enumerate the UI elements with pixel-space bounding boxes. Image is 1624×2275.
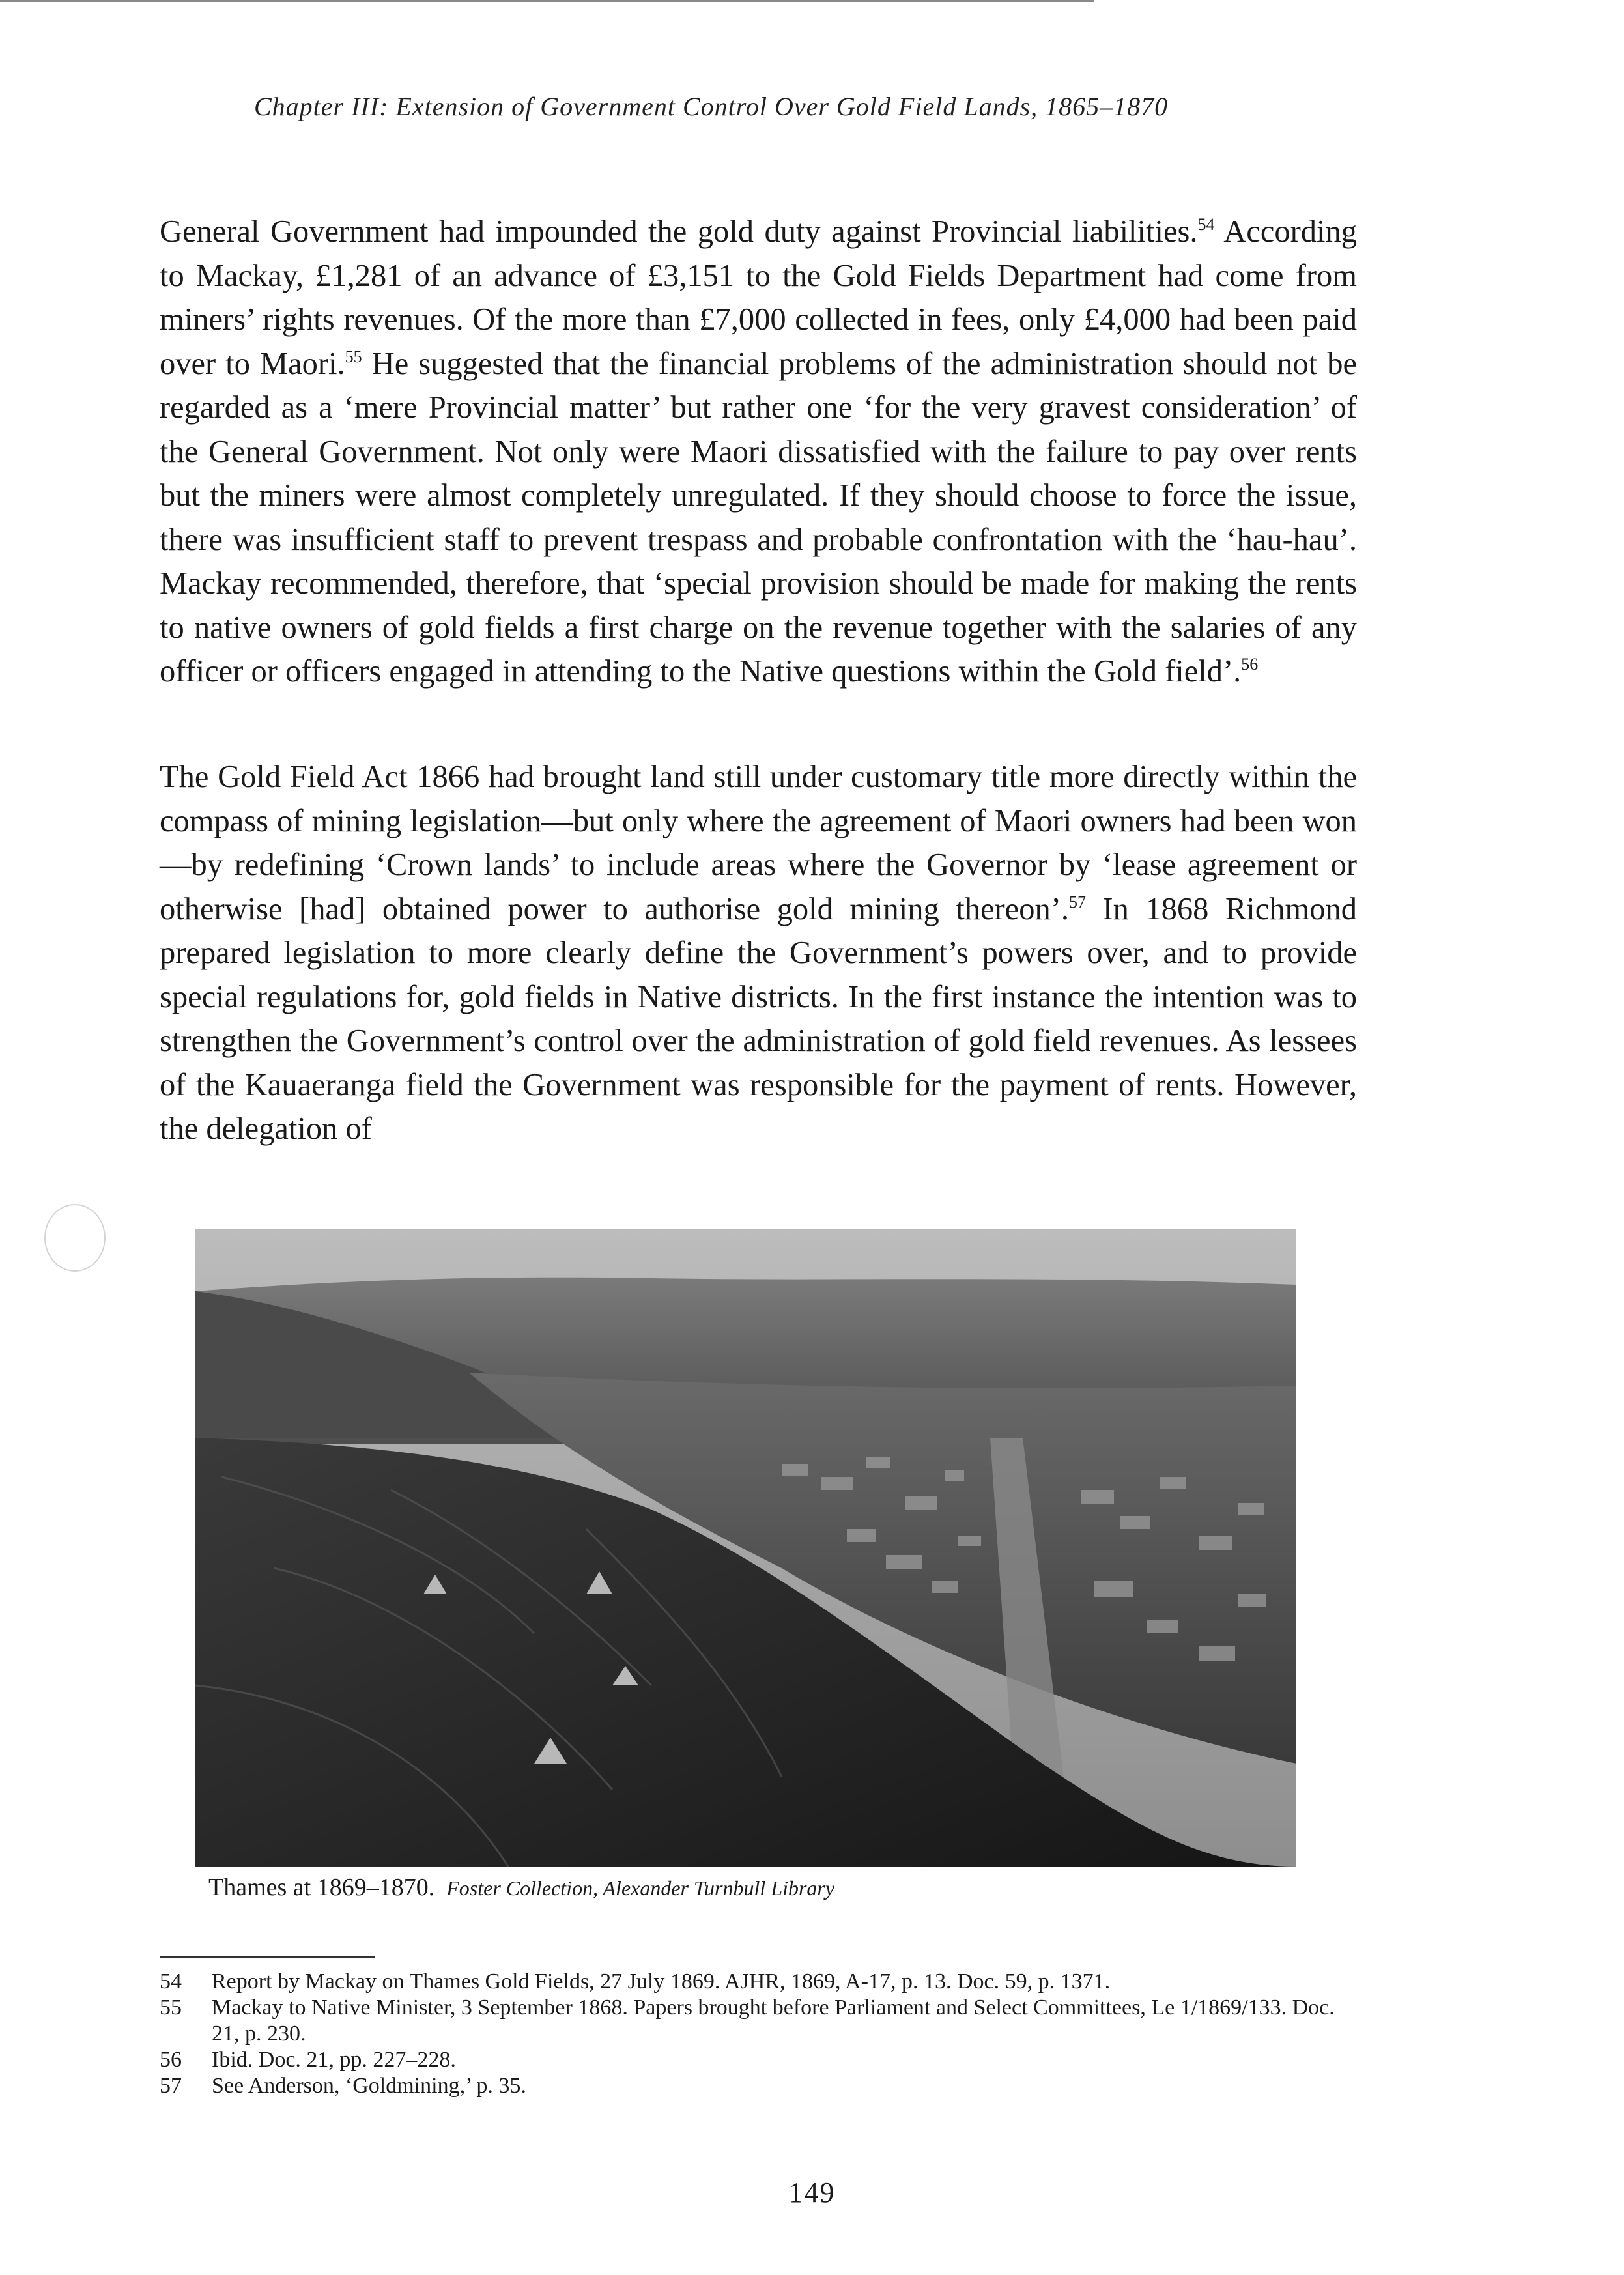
body-paragraph-2 <box>160 755 1357 1151</box>
paragraph-segment: In 1868 Richmond prepared legislation to more clearly define the Government’s powers over, and to provide special regulations for, gold fields in Native districts. In the first instance the intention was to strengthen the Government’s control over the administration of gold field revenues. As lessees of the Kauaeranga field the Government was responsible for the payment of rents. However, the delegation of <box>160 891 1357 1146</box>
footnote-text: Ibid. Doc. 21, pp. 227–228. <box>212 2048 456 2072</box>
paragraph-text <box>160 210 1357 694</box>
footnote-rule <box>160 1956 375 1958</box>
footnote-text: Mackay to Native Minister, 3 September 1868. Papers brought before Parliament and Select Committees, Le 1/1869/133. Doc. 21, p. 230. <box>212 1996 1335 2046</box>
body-paragraph-1 <box>160 210 1357 694</box>
page-number: 149 <box>788 2177 836 2209</box>
footnote-number: 57 <box>160 2074 182 2098</box>
footnote-number: 56 <box>160 2048 182 2072</box>
photo-illustration <box>195 1229 1296 1867</box>
footnote-number: 55 <box>160 1996 182 2020</box>
footnote-ref-56: 56 <box>1241 655 1259 674</box>
footnote-55 <box>160 1995 1358 2047</box>
figure-caption <box>208 1873 834 1902</box>
footnote-57 <box>160 2073 1358 2099</box>
caption-credit: Foster Collection, Alexander Turnbull Library <box>446 1876 835 1900</box>
footnote-ref-55: 55 <box>345 347 362 366</box>
footnote-ref-57: 57 <box>1069 892 1086 911</box>
footnotes <box>160 1969 1358 2099</box>
running-head: Chapter III: Extension of Government Control Over Gold Field Lands, 1865–1870 <box>254 92 1169 121</box>
paragraph-segment: The Gold Field Act 1866 had brought land still under customary title more directly within the compass of mining legislation—but only where the agreement of Maori owners had been won—by redefining ‘Crown lands’ to include areas where the Governor by ‘lease agreement or otherwise [had] obtained power to authorise gold mining thereon’. <box>160 760 1357 926</box>
caption-text: Thames at 1869–1870. <box>208 1874 435 1901</box>
margin-hole-mark <box>44 1204 106 1272</box>
footnote-54 <box>160 1969 1358 1995</box>
paragraph-segment: According to Mackay, £1,281 of an advance of £3,151 to the Gold Fields Department had come from miners’ rights revenues. Of the more than £7,000 collected in fees, only £4,000 had been paid over to Maori. <box>160 214 1357 381</box>
footnote-text: See Anderson, ‘Goldmining,’ p. 35. <box>212 2074 526 2098</box>
paragraph-text <box>160 755 1357 1151</box>
footnote-text: Report by Mackay on Thames Gold Fields, 27 July 1869. AJHR, 1869, A-17, p. 13. Doc. 59, p. 1371. <box>212 1969 1111 1994</box>
footnote-ref-54: 54 <box>1197 215 1215 234</box>
paragraph-segment: General Government had impounded the gold duty against Provincial liabilities. <box>160 214 1198 249</box>
photo-thames-1869 <box>195 1229 1296 1867</box>
footnote-number: 54 <box>160 1969 182 1994</box>
paragraph-segment: He suggested that the financial problems of the administration should not be regarded as a ‘mere Provincial matter’ but rather one ‘for the very gravest consideration’ of the General Government. Not only were Maori dissatisfied with the failure to pay over rents but the miners were almost completely unregulated. If they should choose to force the issue, there was insufficient staff to prevent trespass and probable confrontation with the ‘hau-hau’. Mackay recommended, therefore, that ‘special provision should be made for making the rents to native owners of gold fields a first charge on the revenue together with the salaries of any officer or officers engaged in attending to the Native questions within the Gold field’. <box>160 346 1357 689</box>
footnote-56 <box>160 2047 1358 2073</box>
top-rule <box>0 0 1094 2</box>
